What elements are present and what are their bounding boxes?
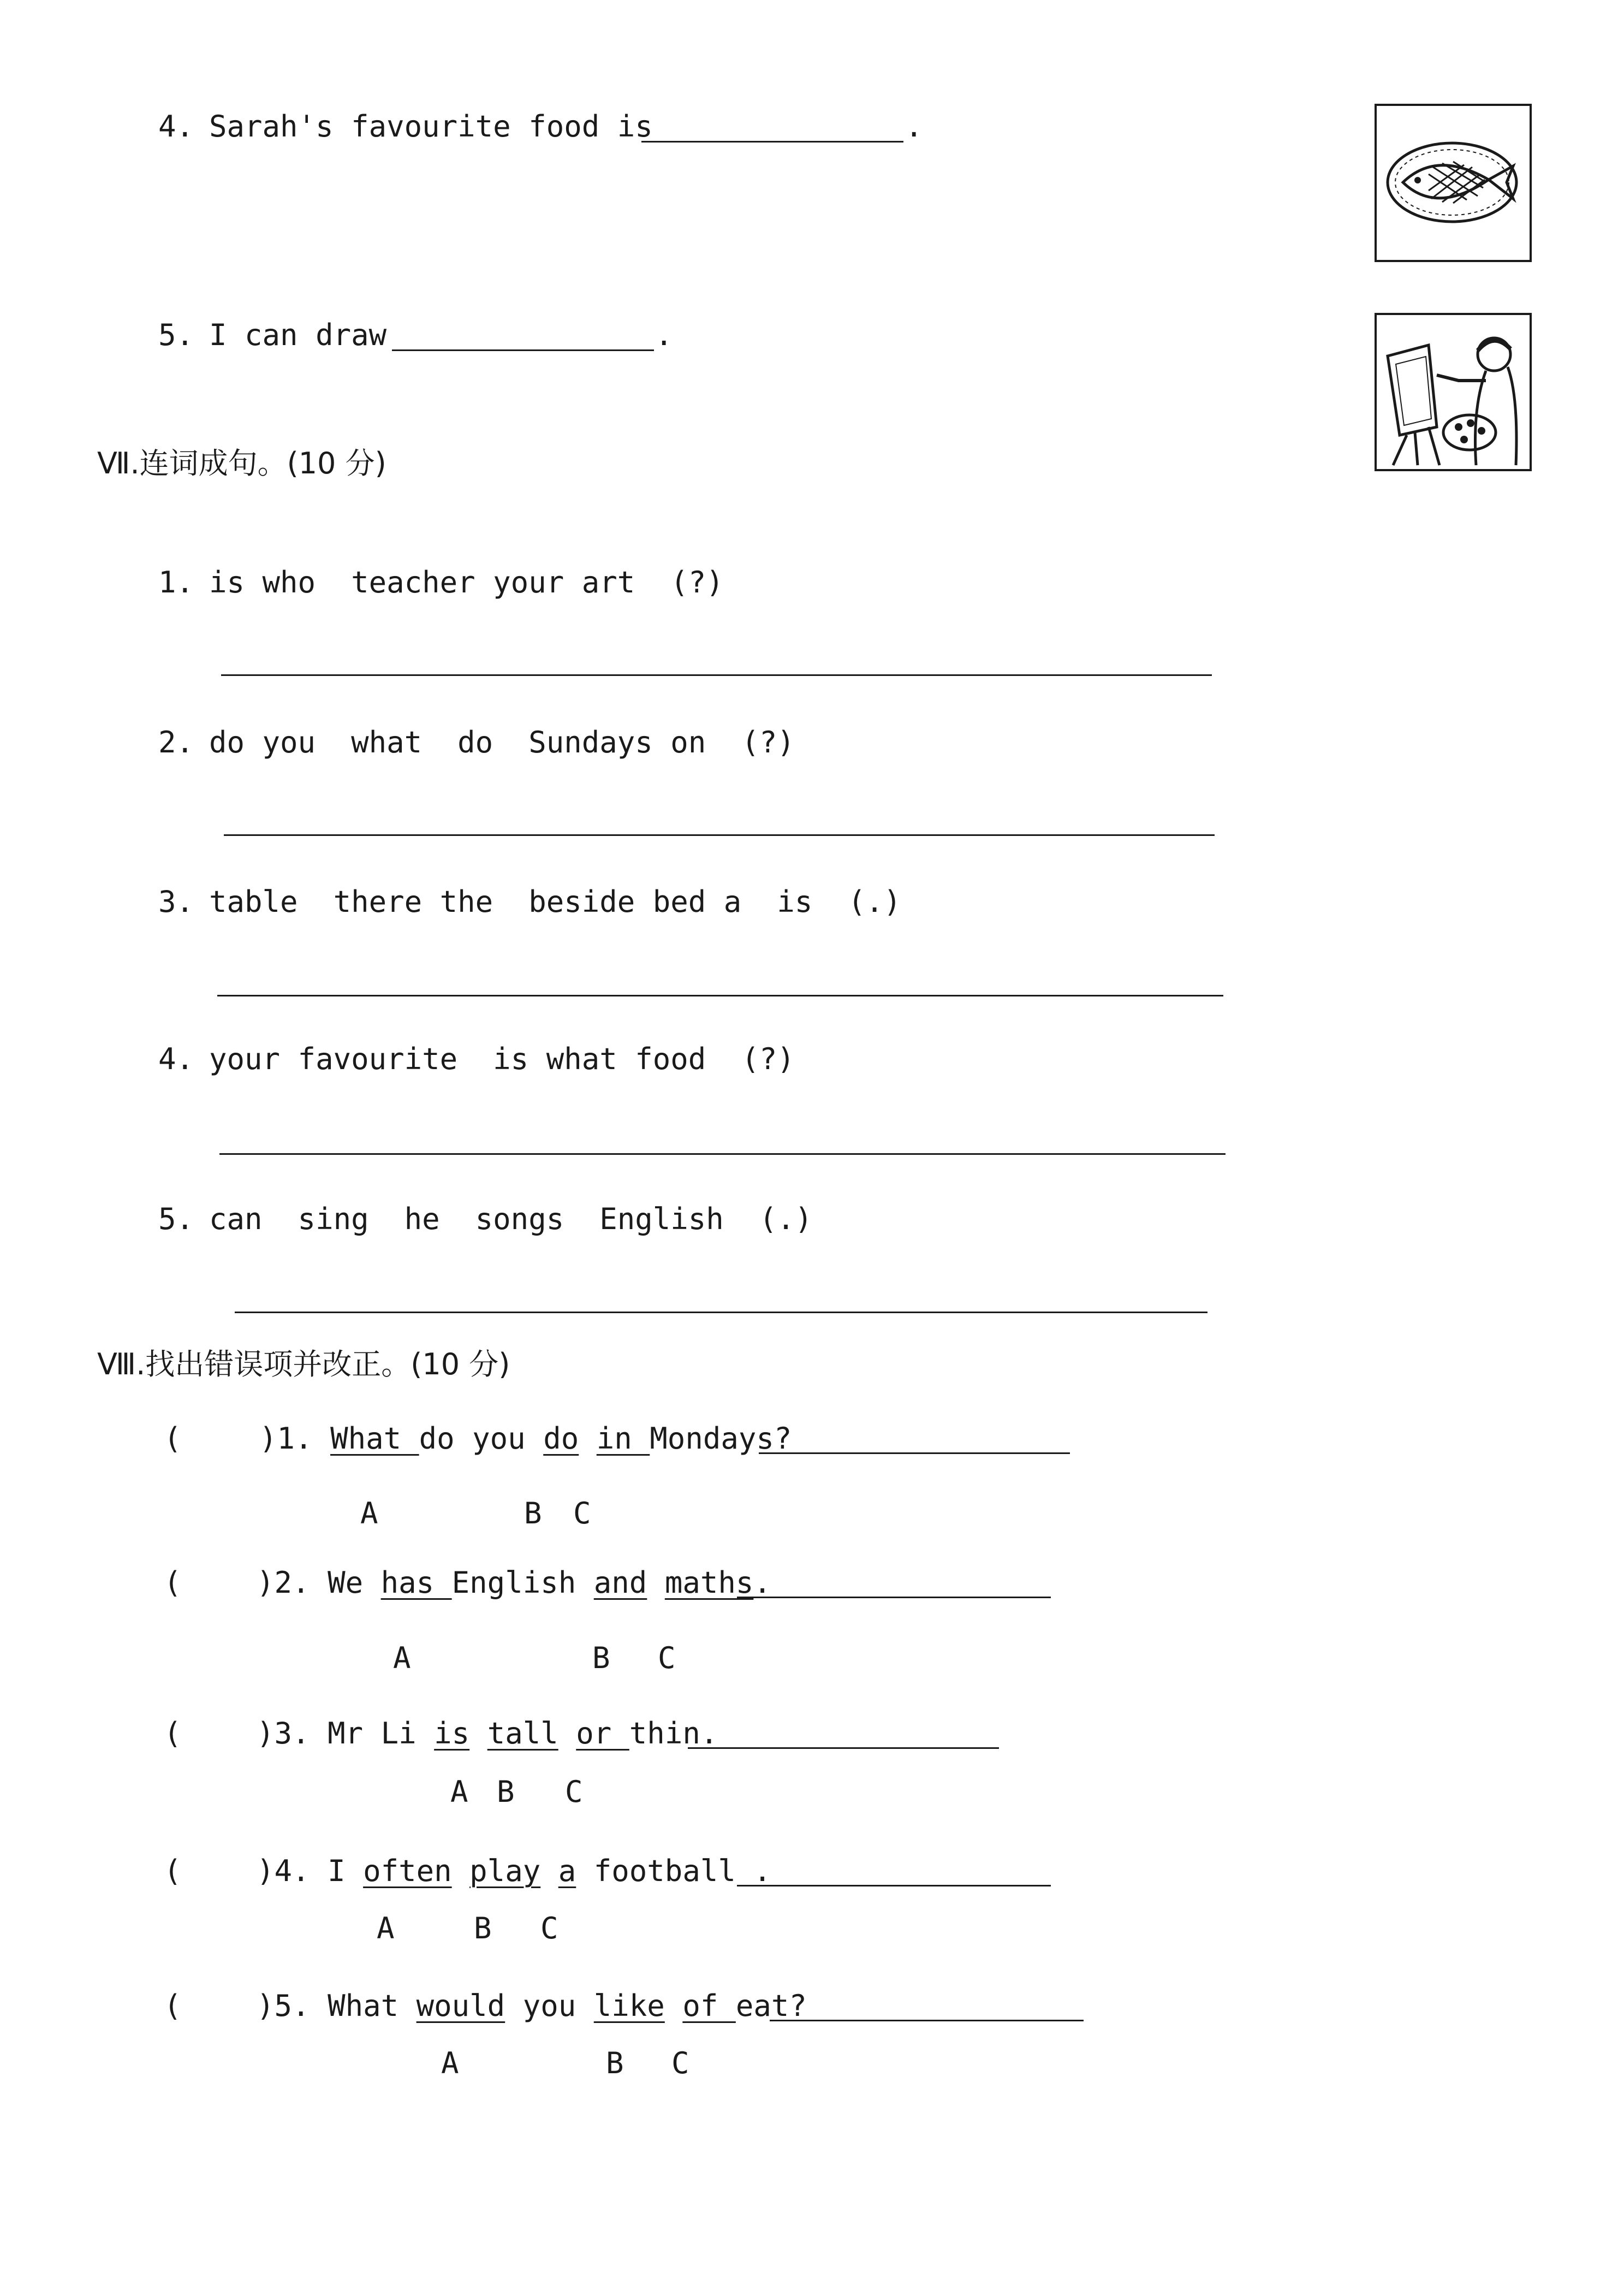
- p8-item1-text-end: Mondays?: [650, 1421, 792, 1456]
- p8-item2-letter-a: A: [393, 1641, 411, 1675]
- p7-item3-answer-line[interactable]: [217, 995, 1223, 996]
- p8-item4-text-end: football .: [576, 1854, 771, 1888]
- p8-item4-space: [452, 1854, 470, 1888]
- p8-item2-text-mid: English: [451, 1565, 594, 1600]
- p8-item1-option-b: do: [543, 1421, 579, 1456]
- p8-item2-letter-c: C: [658, 1641, 676, 1675]
- q4-text: Sarah's favourite food is: [209, 109, 653, 144]
- p7-item3-number: 3.: [158, 885, 194, 919]
- p8-item4-letter-c: C: [540, 1911, 558, 1945]
- p8-item2-letter-b: B: [592, 1641, 610, 1675]
- p8-item2-label: )2.: [257, 1565, 310, 1600]
- p8-item4-text: I: [328, 1854, 364, 1888]
- p8-item3-space: [469, 1716, 487, 1751]
- p8-item3-letter-b: B: [497, 1775, 515, 1809]
- p8-item1-text: do you: [419, 1421, 544, 1456]
- p8-item5-letter-b: B: [606, 2046, 624, 2080]
- p8-item2-option-c: maths: [664, 1565, 754, 1600]
- p8-item3-sentence: [257, 1716, 718, 1751]
- p8-item5-sentence: [257, 1991, 807, 2021]
- q5-end: .: [655, 318, 673, 352]
- p8-item1-label: )1.: [259, 1421, 313, 1456]
- part7-heading: Ⅶ.连词成句。(10 分): [97, 446, 386, 480]
- p8-item3-space-2: [558, 1716, 576, 1751]
- p8-item2-text: We: [328, 1565, 381, 1600]
- p8-item2-sentence: [257, 1565, 771, 1600]
- p7-item5-answer-line[interactable]: [235, 1312, 1207, 1313]
- part8-heading: Ⅷ.找出错误项并改正。(10 分): [97, 1347, 510, 1381]
- p8-item1-option-a: What: [330, 1421, 419, 1456]
- p8-item2-option-b: and: [593, 1565, 647, 1600]
- p7-item2-words: do you what do Sundays on (?): [209, 725, 795, 760]
- p8-item1-correction-blank[interactable]: [759, 1452, 1070, 1454]
- p8-item2-correction-blank[interactable]: [737, 1597, 1051, 1598]
- p8-item4-space-2: [540, 1854, 558, 1888]
- p8-item3-option-b: tall: [487, 1716, 558, 1751]
- p8-item5-option-b: like: [593, 1989, 665, 2023]
- p8-item4-correction-blank[interactable]: [737, 1885, 1051, 1886]
- painting-picture: [1375, 313, 1532, 471]
- p7-item4-words: your favourite is what food (?): [209, 1042, 795, 1076]
- p8-item2-text-end: .: [753, 1565, 771, 1600]
- p8-item3-option-c: or: [576, 1716, 629, 1751]
- p8-item4-option-b: play: [469, 1854, 541, 1888]
- p8-item3-letter-c: C: [565, 1775, 583, 1809]
- girl-painting-icon: [1377, 315, 1530, 469]
- p8-item2-space: [647, 1565, 665, 1600]
- p8-item5-label: )5.: [257, 1989, 310, 2023]
- p8-item5-correction-blank[interactable]: [770, 2020, 1084, 2021]
- p8-item5-letter-a: A: [441, 2046, 459, 2080]
- p8-item1-letter-a: A: [360, 1496, 378, 1530]
- p8-item1-letter-b: B: [524, 1496, 542, 1530]
- p8-item1-option-c: in: [596, 1421, 650, 1456]
- p8-item4-option-c: a: [558, 1854, 576, 1888]
- p8-item3-text-end: thin.: [629, 1716, 718, 1751]
- p8-item5-text: What: [328, 1989, 417, 2023]
- p8-item5-paren[interactable]: (: [164, 1989, 182, 2023]
- p8-item2-paren[interactable]: (: [164, 1565, 182, 1600]
- fish-plate-icon: [1377, 106, 1530, 260]
- p7-item2-number: 2.: [158, 725, 194, 760]
- q5-number: 5.: [158, 318, 194, 352]
- p7-item4-number: 4.: [158, 1042, 194, 1076]
- p7-item4-answer-line[interactable]: [219, 1153, 1226, 1155]
- p8-item1-sentence: [259, 1421, 792, 1456]
- p7-item1-answer-line[interactable]: [221, 674, 1212, 676]
- p8-item5-space: [665, 1989, 683, 2023]
- p8-item4-paren[interactable]: (: [164, 1854, 182, 1888]
- p8-item3-letter-a: A: [450, 1775, 468, 1809]
- q4-number: 4.: [158, 109, 194, 144]
- p8-item5-text-mid: you: [505, 1989, 594, 2023]
- p8-item5-option-a: would: [416, 1989, 505, 2023]
- p8-item1-space: [579, 1421, 597, 1456]
- p8-item3-label: )3.: [257, 1716, 310, 1751]
- p8-item4-sentence: [257, 1856, 771, 1886]
- p7-item3-words: table there the beside bed a is (.): [209, 885, 901, 919]
- p8-item5-text-end: eat?: [735, 1989, 807, 2023]
- p8-item5-option-c: of: [682, 1989, 736, 2023]
- p8-item4-label: )4.: [257, 1854, 310, 1888]
- p8-item4-letter-b: B: [474, 1911, 492, 1945]
- q4-answer-blank[interactable]: [641, 141, 903, 143]
- q5-answer-blank[interactable]: [392, 349, 654, 351]
- p7-item1-words: is who teacher your art (?): [209, 565, 724, 600]
- p7-item2-answer-line[interactable]: [224, 834, 1215, 836]
- p7-item1-number: 1.: [158, 565, 194, 600]
- p7-item5-number: 5.: [158, 1202, 194, 1236]
- p8-item3-correction-blank[interactable]: [688, 1747, 999, 1749]
- p8-item2-option-a: has: [380, 1565, 452, 1600]
- p8-item3-text: Mr Li: [328, 1716, 435, 1751]
- p8-item3-option-a: is: [434, 1716, 470, 1751]
- p8-item4-option-a: often: [363, 1854, 452, 1888]
- q4-end: .: [905, 109, 923, 144]
- p8-item1-paren[interactable]: (: [164, 1421, 182, 1456]
- p8-item4-letter-a: A: [377, 1911, 395, 1945]
- q5-text: I can draw: [209, 318, 387, 352]
- p7-item5-words: can sing he songs English (.): [209, 1202, 813, 1236]
- fish-picture: [1375, 104, 1532, 262]
- p8-item5-letter-c: C: [671, 2046, 689, 2080]
- p8-item1-letter-c: C: [573, 1496, 591, 1530]
- p8-item3-paren[interactable]: (: [164, 1716, 182, 1751]
